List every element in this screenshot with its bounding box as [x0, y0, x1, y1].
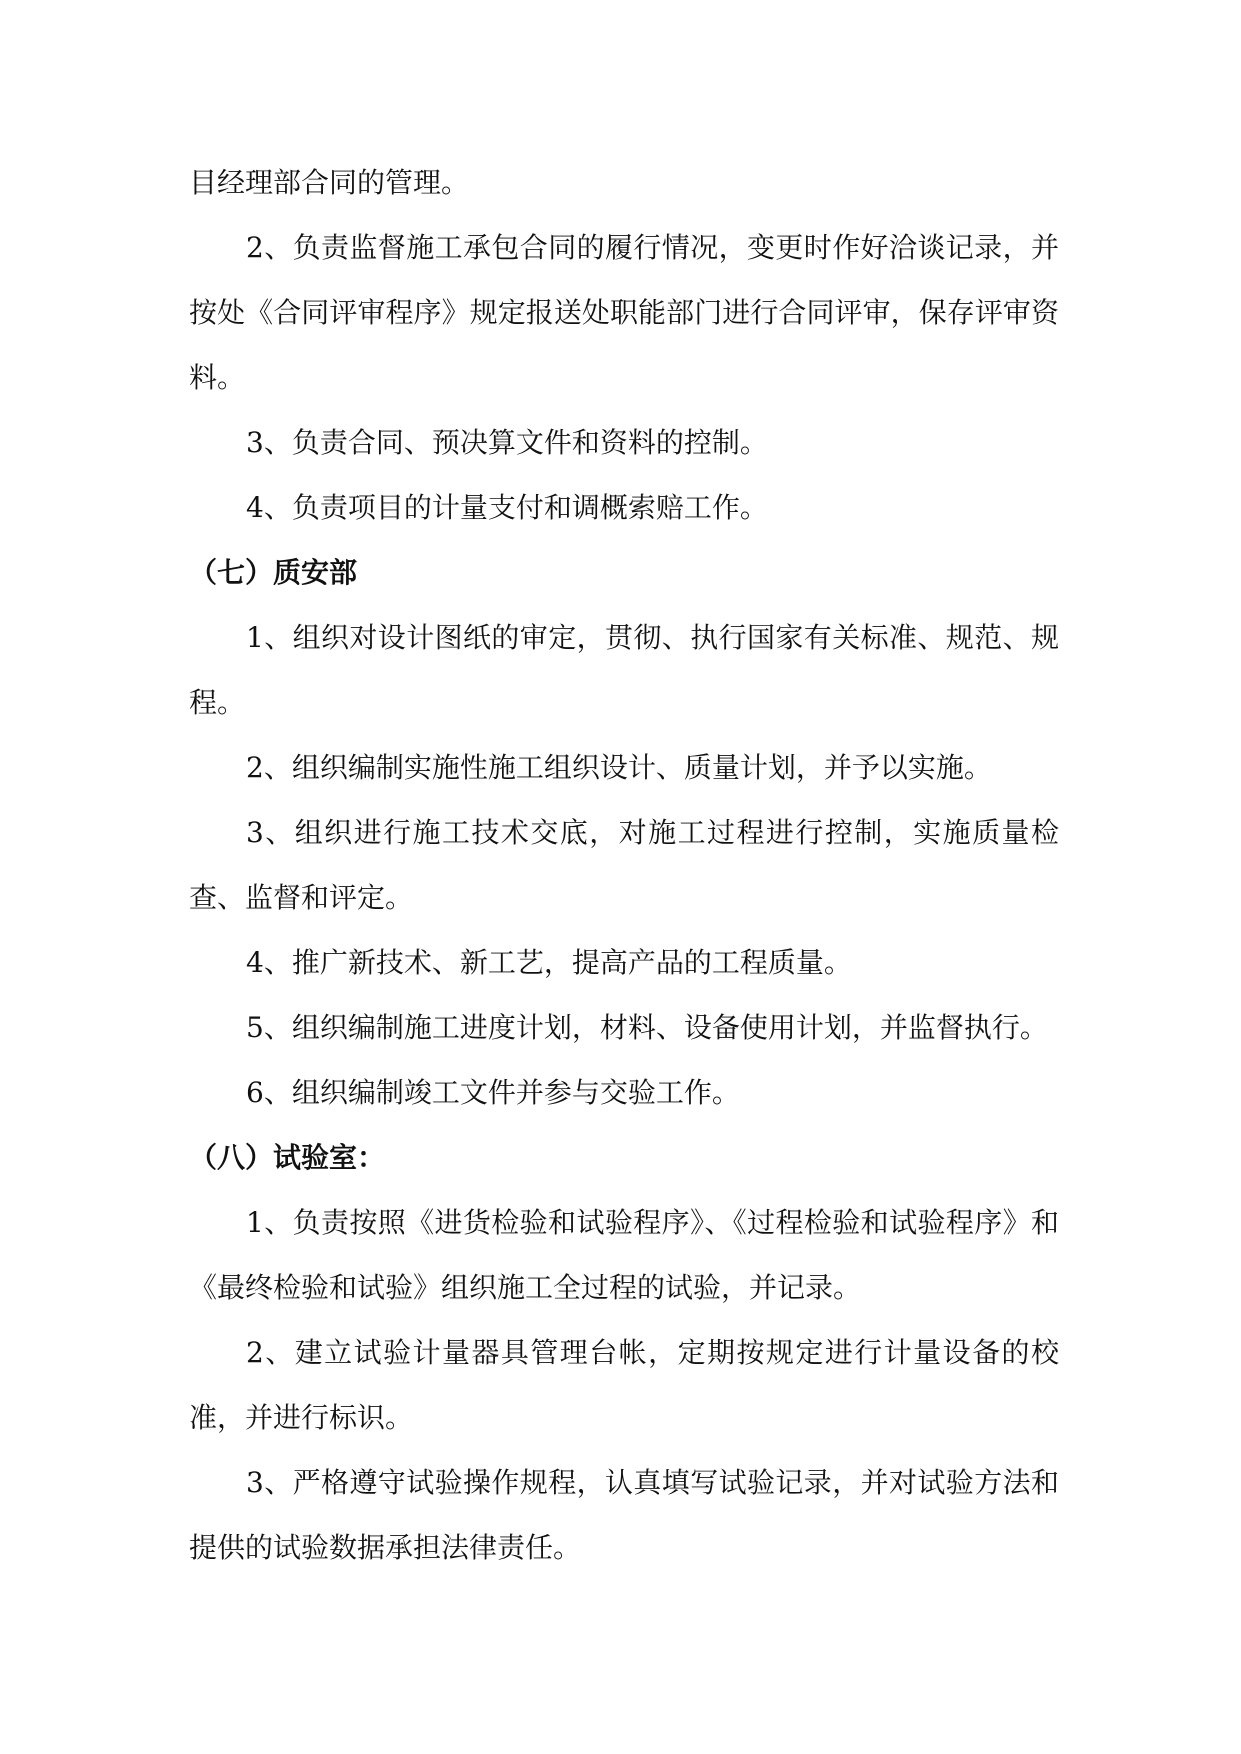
paragraph-contract-item-3: 3、负责合同、预决算文件和资料的控制。	[246, 426, 768, 459]
paragraph-contract-management-tail: 目经理部合同的管理。	[189, 166, 470, 199]
paragraph-lab-item-1: 1、负责按照《进货检验和试验程序》、《过程检验和试验程序》和《最终检验和试验》组织施工全过程的试验，并记录。	[189, 1206, 1059, 1304]
paragraph-quality-item-3: 3、组织进行施工技术交底，对施工过程进行控制，实施质量检查、监督和评定。	[189, 816, 1059, 914]
paragraph-quality-item-2: 2、组织编制实施性施工组织设计、质量计划，并予以实施。	[246, 751, 992, 784]
section-heading-laboratory: （八）试验室：	[189, 1141, 386, 1174]
document-body	[189, 150, 1059, 1580]
paragraph-quality-item-1: 1、组织对设计图纸的审定，贯彻、执行国家有关标准、规范、规程。	[189, 621, 1059, 719]
paragraph-lab-item-3: 3、严格遵守试验操作规程，认真填写试验记录，并对试验方法和提供的试验数据承担法律责任。	[189, 1466, 1059, 1564]
paragraph-contract-item-4: 4、负责项目的计量支付和调概索赔工作。	[246, 491, 768, 524]
paragraph-contract-item-2: 2、负责监督施工承包合同的履行情况，变更时作好洽谈记录，并按处《合同评审程序》规定报送处职能部门进行合同评审，保存评审资料。	[189, 231, 1059, 394]
paragraph-lab-item-2: 2、建立试验计量器具管理台帐，定期按规定进行计量设备的校准，并进行标识。	[189, 1336, 1059, 1434]
paragraph-quality-item-6: 6、组织编制竣工文件并参与交验工作。	[246, 1076, 740, 1109]
paragraph-quality-item-4: 4、推广新技术、新工艺，提高产品的工程质量。	[246, 946, 852, 979]
paragraph-quality-item-5: 5、组织编制施工进度计划，材料、设备使用计划，并监督执行。	[246, 1011, 1048, 1044]
section-heading-quality-safety: （七）质安部	[189, 556, 358, 589]
